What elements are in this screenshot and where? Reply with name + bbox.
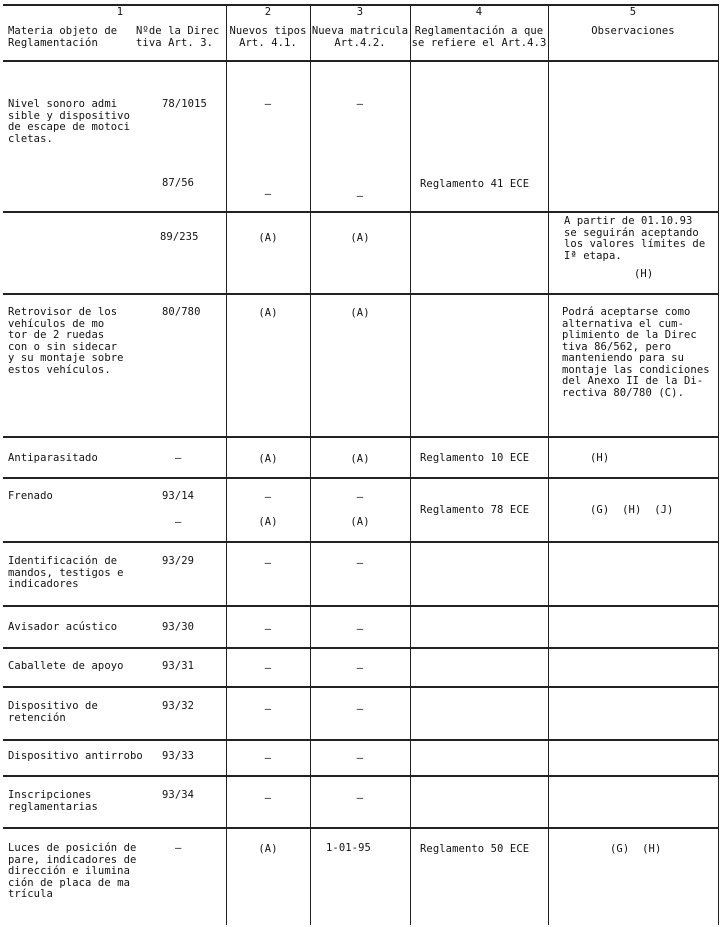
- row-materia: Luces de posición de pare, indicadores de dirección e ilumina ción de placa de ma trícula: [8, 842, 137, 900]
- row-observaciones: (G) (H) (J): [590, 504, 674, 516]
- row-nuevos-tipos: (A): [258, 307, 278, 319]
- rule-row: [3, 211, 719, 213]
- col-header-nueva-matricula: Nueva matricula Art.4.2.: [311, 25, 409, 49]
- row-observaciones: Podrá aceptarse como alternativa el cum- plimiento de la Direc tiva 86/562, pero manteniendo para su montaje las condiciones del Anexo II de la Di- rectiva 80/780 (C).: [562, 306, 710, 399]
- row-materia: Dispositivo de retención: [8, 700, 98, 724]
- row-materia: Retrovisor de los vehículos de mo tor de 2 ruedas con o sin sidecar y su montaje sobre estos vehículos.: [8, 306, 124, 376]
- col-divider: [548, 4, 549, 925]
- row-reglamentacion: Reglamento 50 ECE: [420, 843, 530, 855]
- col-header-nuevos-tipos: Nuevos tipos Art. 4.1.: [229, 25, 307, 49]
- col-header-directiva: Nºde la Direc tiva Art. 3.: [136, 25, 220, 49]
- row-materia: Avisador acústico: [8, 621, 118, 633]
- col5-number: 5: [629, 6, 637, 18]
- row-materia: Identificación de mandos, testigos e indicadores: [8, 555, 124, 590]
- row-nueva-matricula: –: [356, 752, 364, 764]
- col3-number: 3: [356, 6, 364, 18]
- rule-row: [3, 436, 719, 438]
- row-nueva-matricula: –: [356, 623, 364, 635]
- row-nuevos-tipos: –: [264, 188, 272, 200]
- col-header-materia: Materia objeto de Reglamentación: [8, 25, 118, 49]
- row-materia: Frenado: [8, 490, 53, 502]
- rule-row: [3, 686, 719, 688]
- row-directiva: 93/31: [162, 660, 195, 672]
- row-nuevos-tipos: –: [264, 623, 272, 635]
- col-header-reglamentacion: Reglamentación a que se refiere el Art.4.3: [411, 25, 547, 49]
- row-directiva: –: [175, 842, 182, 854]
- col4-number: 4: [475, 6, 483, 18]
- row-nueva-matricula: (A): [350, 307, 370, 319]
- rule-row: [3, 605, 719, 607]
- row-observaciones: A partir de 01.10.93 se seguirán aceptando los valores límites de Iª etapa.: [564, 215, 706, 262]
- rule-row: [3, 827, 719, 829]
- row-directiva: 93/29: [162, 555, 195, 567]
- rule-row: [3, 541, 719, 543]
- row-reglamentacion: Reglamento 41 ECE: [420, 178, 530, 190]
- row-nuevos-tipos: –: [264, 752, 272, 764]
- row-materia: Nivel sonoro admi sible y dispositivo de escape de motoci cletas.: [8, 98, 131, 145]
- row-nuevos-tipos: (A): [258, 516, 278, 528]
- row-nueva-matricula: (A): [350, 453, 370, 465]
- row-directiva: 93/14: [162, 490, 195, 502]
- col-divider: [718, 4, 719, 925]
- row-nuevos-tipos: (A): [258, 843, 278, 855]
- row-directiva: –: [175, 516, 182, 528]
- row-nuevos-tipos: –: [264, 792, 272, 804]
- row-directiva: 87/56: [162, 177, 195, 189]
- row-observaciones: (G) (H): [610, 843, 662, 855]
- row-directiva: 93/34: [162, 789, 195, 801]
- row-materia: Dispositivo antirrobo: [8, 750, 143, 762]
- row-directiva: 93/33: [162, 750, 195, 762]
- row-nuevos-tipos: (A): [258, 453, 278, 465]
- row-materia: Antiparasitado: [8, 452, 98, 464]
- row-directiva: –: [175, 452, 182, 464]
- row-directiva: 93/30: [162, 621, 195, 633]
- row-nuevos-tipos: –: [264, 557, 272, 569]
- col1-number: 1: [116, 6, 124, 18]
- row-nueva-matricula: –: [356, 703, 364, 715]
- col2-number: 2: [264, 6, 272, 18]
- rule-row: [3, 477, 719, 479]
- row-nueva-matricula: –: [356, 98, 364, 110]
- row-reglamentacion: Reglamento 78 ECE: [420, 504, 530, 516]
- row-nueva-matricula: 1-01-95: [326, 842, 371, 854]
- row-nueva-matricula: –: [356, 491, 364, 503]
- rule-row: [3, 739, 719, 741]
- row-reglamentacion: Reglamento 10 ECE: [420, 452, 530, 464]
- rule-row: [3, 775, 719, 777]
- row-nueva-matricula: –: [356, 792, 364, 804]
- row-nuevos-tipos: –: [264, 703, 272, 715]
- row-directiva: 78/1015: [162, 98, 207, 110]
- row-nueva-matricula: –: [356, 557, 364, 569]
- row-nueva-matricula: –: [356, 190, 364, 202]
- row-nueva-matricula: –: [356, 662, 364, 674]
- col-header-observaciones: Observaciones: [591, 25, 675, 37]
- row-materia: Inscripciones reglamentarias: [8, 789, 98, 813]
- rule-row: [3, 647, 719, 649]
- row-nueva-matricula: (A): [350, 516, 370, 528]
- row-observaciones: (H): [590, 452, 610, 464]
- row-nuevos-tipos: (A): [258, 232, 278, 244]
- row-nuevos-tipos: –: [264, 98, 272, 110]
- rule-row: [3, 293, 719, 295]
- row-materia: Caballete de apoyo: [8, 660, 124, 672]
- row-observaciones-tag: (H): [634, 268, 654, 280]
- row-directiva: 80/780: [162, 306, 201, 318]
- row-nueva-matricula: (A): [350, 232, 370, 244]
- row-directiva: 89/235: [160, 231, 199, 243]
- row-directiva: 93/32: [162, 700, 195, 712]
- rule-header: [3, 60, 719, 62]
- col-divider: [410, 4, 411, 925]
- row-nuevos-tipos: –: [264, 662, 272, 674]
- row-nuevos-tipos: –: [264, 491, 272, 503]
